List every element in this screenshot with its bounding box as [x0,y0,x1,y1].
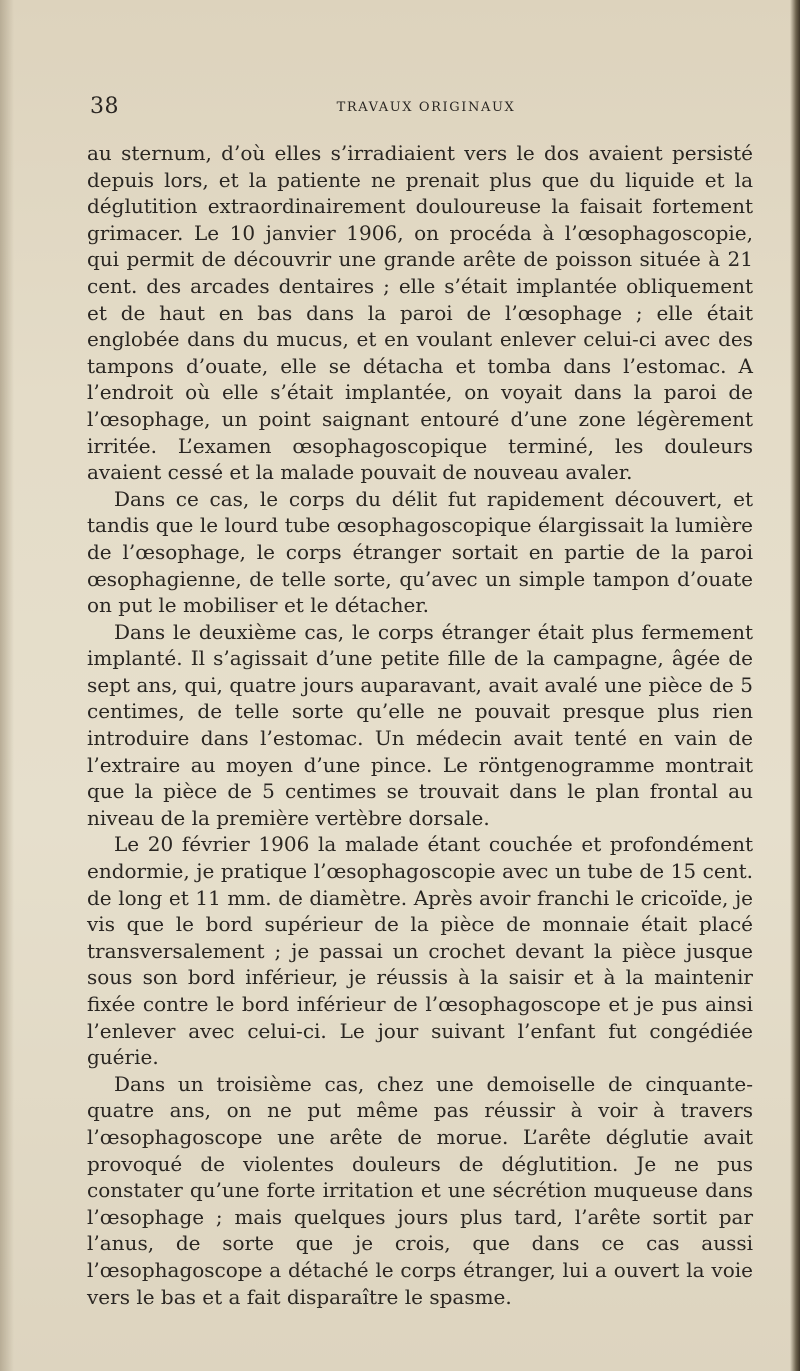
paragraph: Dans un troisième cas, chez une demoiselle de cinquante-quatre ans, on ne put même pas réussir à voir à travers l’œsophagoscope une arête de morue. L’arête déglutie avait provoqué de violentes douleurs de déglutition. Je ne pus constater qu’une forte irritation et une sécrétion muqueuse dans l’œsophage ; mais quelques jours plus tard, l’arête sortit par l’anus, de sorte que je crois, que dans ce cas aussi l’œsophagoscope a détaché le corps étranger, lui a ouvert la voie vers le bas et a fait disparaître le spasme. [87,1071,753,1309]
paragraph-continuation: au sternum, d’où elles s’irradiaient vers le dos avaient persisté depuis lors, et la patiente ne prenait plus que du liquide et la déglutition extraordinairement douloureuse la faisait fortement grimacer. Le 10 janvier 1906, on procéda à l’œsophagoscopie, qui permit de découvrir une grande arête de poisson située à 21 cent. des arcades dentaires ; elle s’était implantée obliquement et de haut en bas dans la paroi de l’œsophage ; elle était englobée dans du mucus, et en voulant enlever celui-ci avec des tampons d’ouate, elle se détacha et tomba dans l’estomac. A l’endroit où elle s’était implantée, on voyait dans la paroi de l’œsophage, un point saignant entouré d’une zone légèrement irritée. L’examen œsophagoscopique terminé, les douleurs avaient cessé et la malade pouvait de nouveau avaler. [87,141,753,485]
paragraph: Le 20 février 1906 la malade étant couchée et profondément endormie, je pratique l’œsophagoscopie avec un tube de 15 cent. de long et 11 mm. de diamètre. Après avoir franchi le cricoïde, je vis que le bord supérieur de la pièce de monnaie était placé transversalement ; je passai un crochet devant la pièce jusque sous son bord inférieur, je réussis à la saisir et à la maintenir fixée contre le bord inférieur de l’œsophagoscope et je pus ainsi l’enlever avec celui-ci. Le jour suivant l’enfant fut congédiée guérie. [87,832,753,1070]
running-head [90,94,752,124]
body-text [87,140,753,1310]
paragraph: Dans le deuxième cas, le corps étranger était plus fermement implanté. Il s’agissait d’une petite fille de la campagne, âgée de sept ans, qui, quatre jours auparavant, avait avalé une pièce de 5 centimes, de telle sorte qu’elle ne pouvait presque plus rien introduire dans l’estomac. Un médecin avait tenté en vain de l’extraire au moyen d’une pince. Le röntgenogramme montrait que la pièce de 5 centimes se trouvait dans le plan frontal au niveau de la première vertèbre dorsale. [87,619,753,830]
page-number: 38 [90,94,119,119]
running-title: TRAVAUX ORIGINAUX [336,100,516,115]
paragraph: Dans ce cas, le corps du délit fut rapidement découvert, et tandis que le lourd tube œsophagoscopique élargissait la lumière de l’œsophage, le corps étranger sortait en partie de la paroi œsophagienne, de telle sorte, qu’avec un simple tampon d’ouate on put le mobiliser et le détacher. [87,486,753,618]
